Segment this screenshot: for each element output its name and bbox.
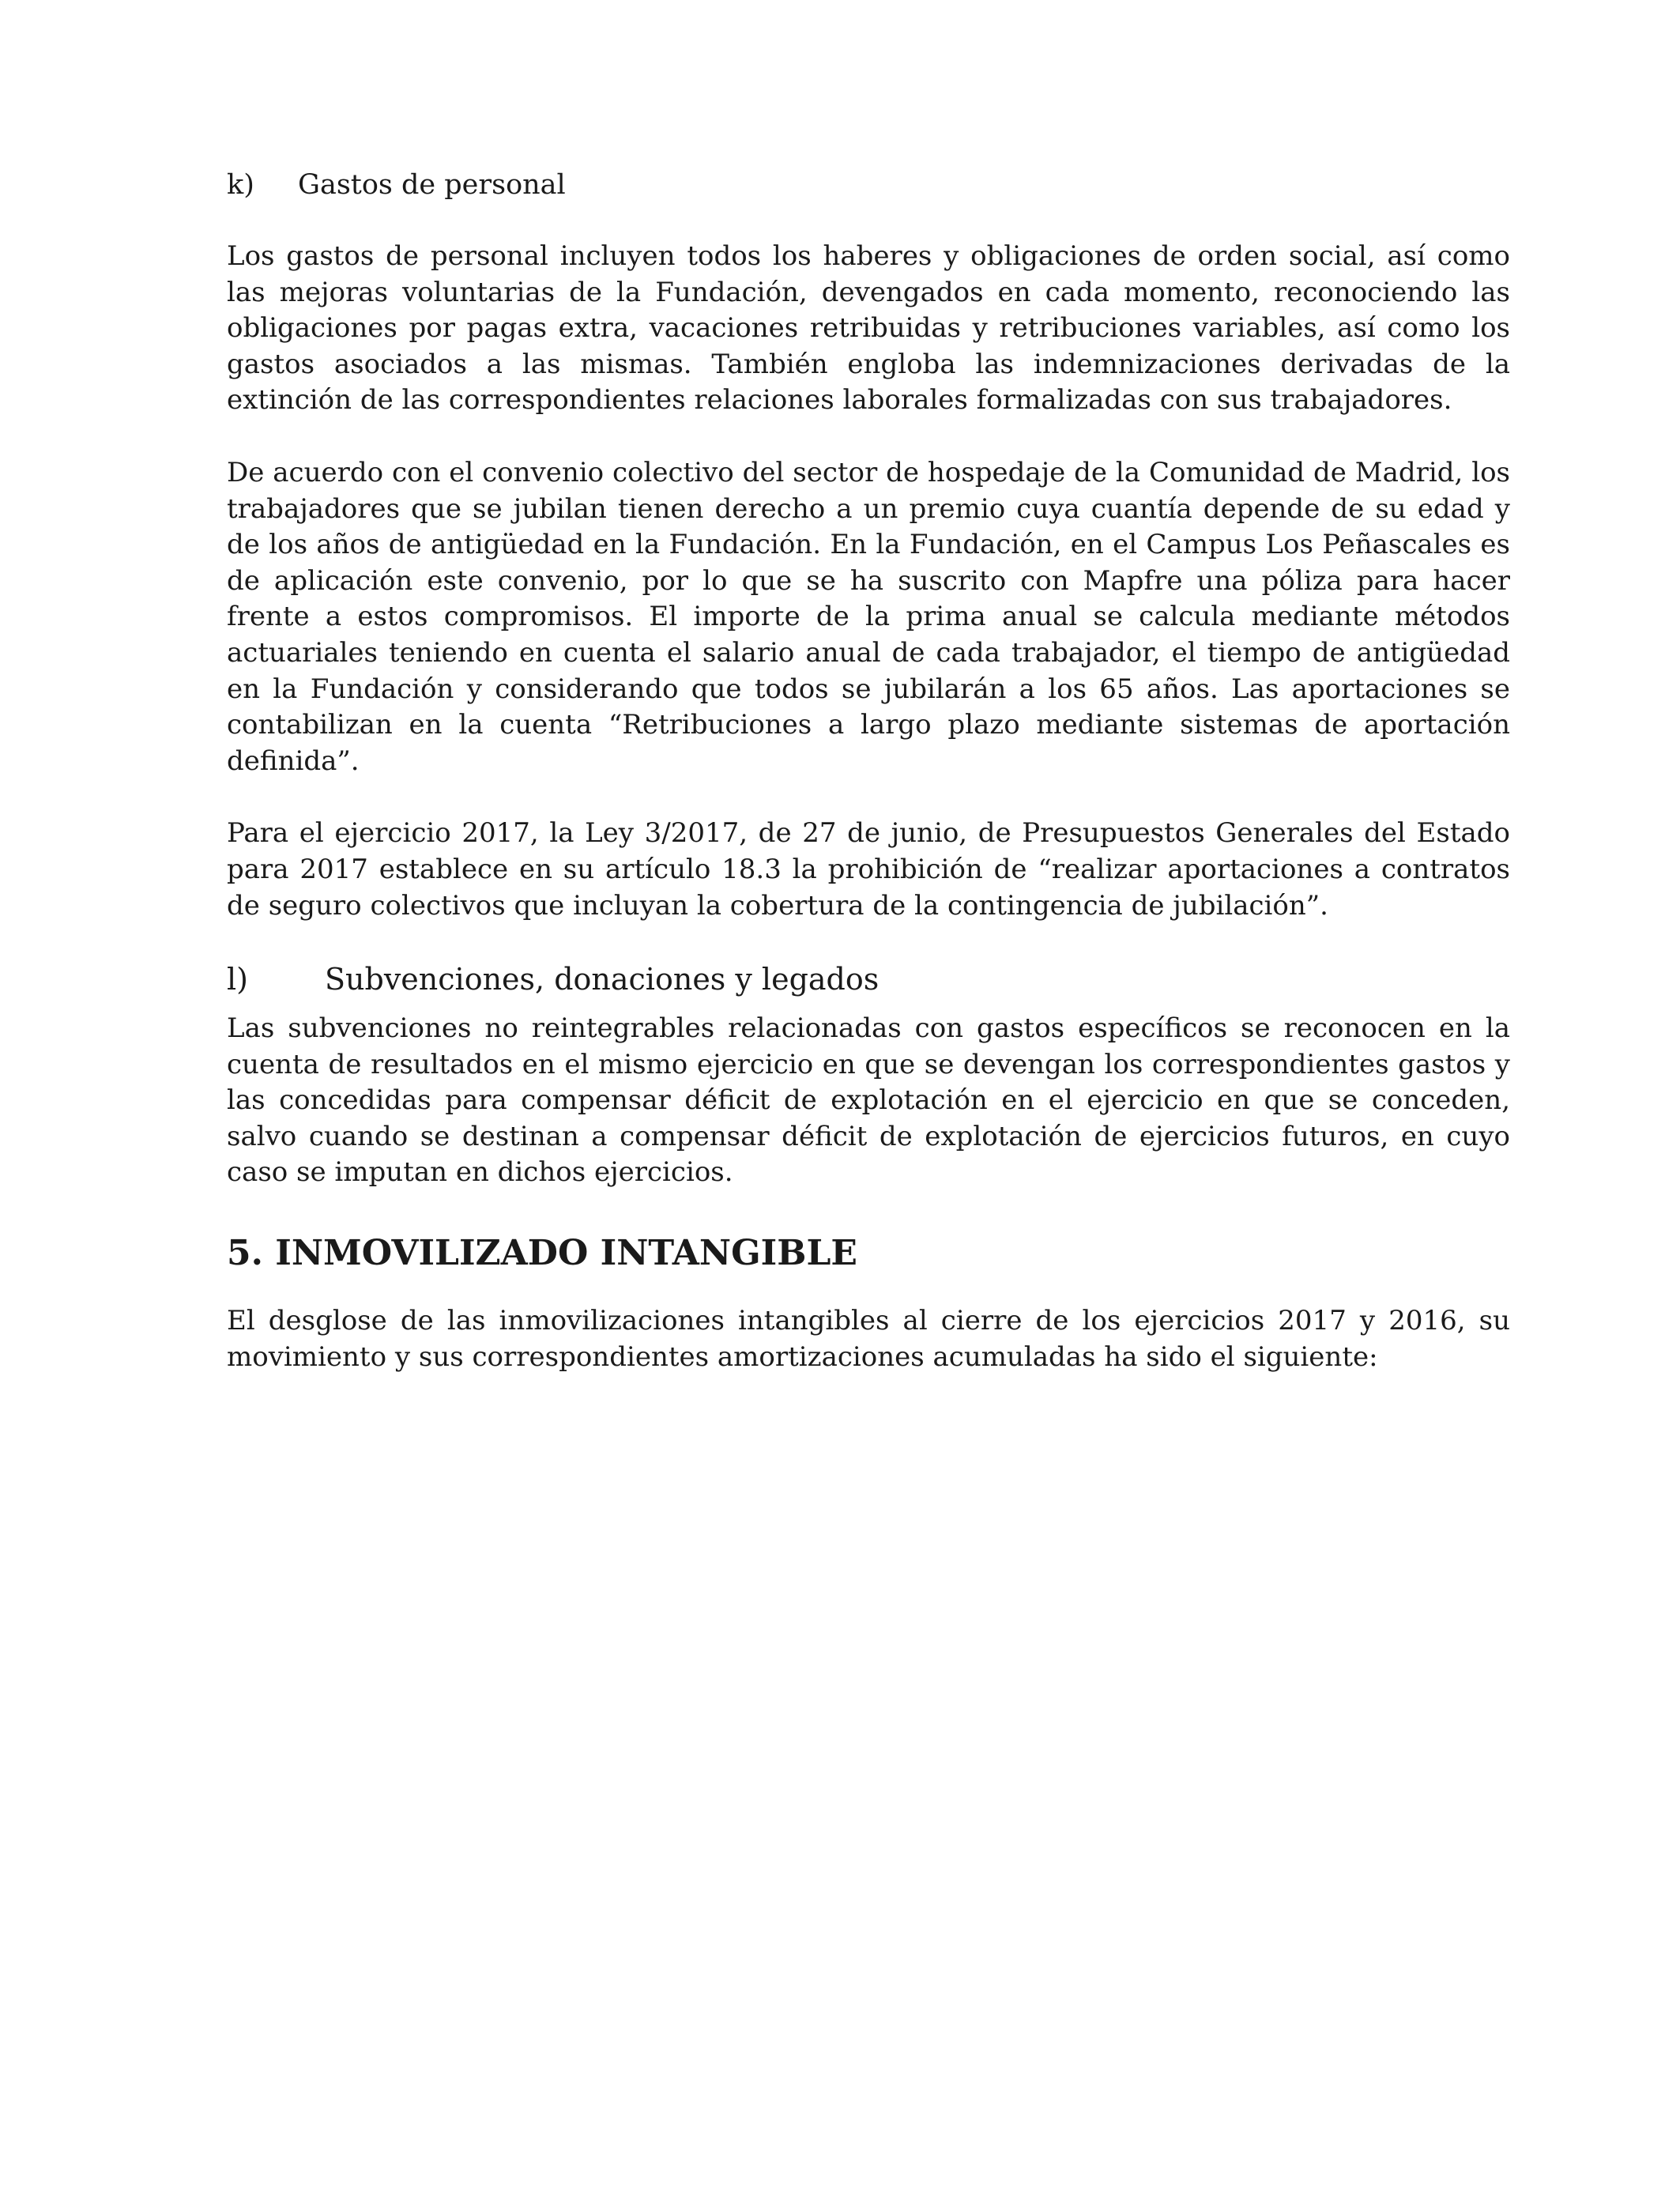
paragraph-convenio-colectivo: De acuerdo con el convenio colectivo del sector de hospedaje de la Comunidad de Madrid, los trabajadores que se jubilan tienen derecho a un premio cuya cuantía depende de su edad y de los años de antigüedad en la Fundación. En la Fundación, en el Campus Los Peñascales es de aplicación este convenio, por lo que se ha suscrito con Mapfre una póliza para hacer frente a estos compromisos. El importe de la prima anual se calcula mediante métodos actuariales teniendo en cuenta el salario anual de cada trabajador, el tiempo de antigüedad en la Fundación y considerando que todos se jubilarán a los 65 años. Las aportaciones se contabilizan en la cuenta “Retribuciones a largo plazo mediante sistemas de aportación definida”. [227,456,1510,777]
section-title: 5. INMOVILIZADO INTANGIBLE [227,1233,857,1274]
paragraph-ley-presupuestos: Para el ejercicio 2017, la Ley 3/2017, de 27 de junio, de Presupuestos Generales del Estado para 2017 establece en su artículo 18.3 la prohibición de “realizar aportaciones a contratos de seguro colectivos que incluyan la cobertura de la contingencia de jubilación”. [227,817,1510,922]
paragraph-gastos-personal: Los gastos de personal incluyen todos los haberes y obligaciones de orden social, así como las mejoras voluntarias de la Fundación, devengados en cada momento, reconociendo las obligaciones por pagas extra, vacaciones retribuidas y retribuciones variables, así como los gastos asociados a las mismas. También engloba las indemnizaciones derivadas de la extinción de las correspondientes relaciones laborales formalizadas con sus trabajadores. [227,240,1510,417]
paragraph-inmovilizado: El desglose de las inmovilizaciones intangibles al cierre de los ejercicios 2017 y 2016, su movimiento y sus correspondientes amortizaciones acumuladas ha sido el siguiente: [227,1305,1510,1373]
paragraph-subvenciones: Las subvenciones no reintegrables relacionadas con gastos específicos se reconocen en la cuenta de resultados en el mismo ejercicio en que se devengan los correspondientes gastos y las concedidas para compensar déficit de explotación en el ejercicio en que se conceden, salvo cuando se destinan a compensar déficit de explotación de ejercicios futuros, en cuyo caso se imputan en dichos ejercicios. [227,1012,1510,1189]
subsection-heading-l [227,959,1510,1000]
subsection-marker: k) [227,169,254,201]
subsection-heading-k [227,166,1510,204]
subsection-marker: l) [227,962,248,997]
subsection-title: Subvenciones, donaciones y legados [325,962,880,997]
subsection-title: Gastos de personal [298,169,566,201]
page-content [227,166,1510,1375]
